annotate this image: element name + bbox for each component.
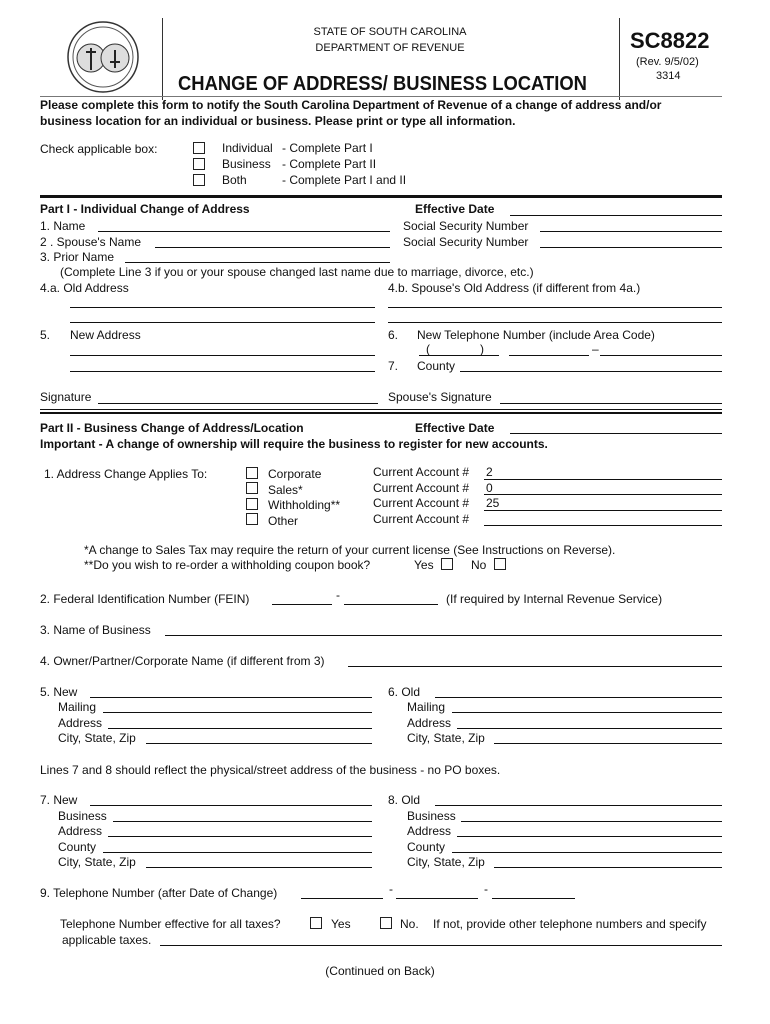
account-value[interactable]: 25 xyxy=(486,496,500,510)
divider xyxy=(40,195,722,198)
ssn-field[interactable] xyxy=(540,231,722,232)
if-not-note: If not, provide other telephone numbers and specify xyxy=(433,917,707,931)
old-address-field[interactable] xyxy=(457,836,722,837)
business-name-field[interactable] xyxy=(165,635,722,636)
old-address-field[interactable] xyxy=(457,728,722,729)
intro-text: Please complete this form to notify the South Carolina Department of Revenue of a change of address and/or xyxy=(40,98,662,112)
effective-date-label: Effective Date xyxy=(415,202,495,216)
part2-heading: Part II - Business Change of Address/Location xyxy=(40,421,304,435)
new-county-field[interactable] xyxy=(103,852,372,853)
item-label: 7. New xyxy=(40,793,78,807)
new-phone-label: New Telephone Number (include Area Code) xyxy=(417,328,655,342)
physical-address-note: Lines 7 and 8 should reflect the physical/street address of the business - no PO boxes. xyxy=(40,763,501,777)
applicable-taxes-field[interactable] xyxy=(160,945,722,946)
spouse-old-address-field[interactable] xyxy=(388,322,722,323)
option-desc: - Complete Part I xyxy=(282,141,373,155)
phone-area-field[interactable] xyxy=(301,898,383,899)
account-value[interactable]: 2 xyxy=(486,465,493,479)
corporate-checkbox[interactable] xyxy=(246,467,258,479)
phone-prefix-field[interactable] xyxy=(396,898,478,899)
option-label: Individual xyxy=(222,141,273,155)
account-field[interactable] xyxy=(484,510,722,511)
old-business-field[interactable] xyxy=(461,821,722,822)
county-label: County xyxy=(417,359,456,373)
coupon-no-checkbox[interactable] xyxy=(494,558,506,570)
item-label: 5. New xyxy=(40,685,78,699)
spouse-ssn-label: Social Security Number xyxy=(403,235,529,249)
no-label: No xyxy=(471,558,487,572)
new-business-field[interactable] xyxy=(113,821,372,822)
phone-label: 9. Telephone Number (after Date of Change) xyxy=(40,886,278,900)
phone-all-taxes-question: Telephone Number effective for all taxes? xyxy=(60,917,281,931)
mailing-label: Mailing xyxy=(58,700,97,714)
signature-field[interactable] xyxy=(98,403,378,404)
phone-no-checkbox[interactable] xyxy=(380,917,392,929)
new-address-field[interactable] xyxy=(108,836,372,837)
department-name: DEPARTMENT OF REVENUE xyxy=(315,42,465,54)
account-field[interactable] xyxy=(484,525,722,526)
city-state-zip-label: City, State, Zip xyxy=(407,731,485,745)
account-field[interactable] xyxy=(484,479,722,480)
old-city-field[interactable] xyxy=(494,743,722,744)
sales-checkbox[interactable] xyxy=(246,482,258,494)
fein-field-2[interactable] xyxy=(344,604,438,605)
revision: (Rev. 9/5/02) xyxy=(636,56,699,68)
new-city-field[interactable] xyxy=(146,743,372,744)
important-note: Important - A change of ownership will require the business to register for new accounts. xyxy=(40,437,548,451)
paren: ( xyxy=(426,342,430,356)
city-state-zip-label: City, State, Zip xyxy=(58,731,136,745)
yes-label: Yes xyxy=(414,558,434,572)
coupon-yes-checkbox[interactable] xyxy=(441,558,453,570)
spouse-old-address-label: 4.b. Spouse's Old Address (if different from 4a.) xyxy=(388,281,641,295)
city-state-zip-label: City, State, Zip xyxy=(58,855,136,869)
ssn-label: Social Security Number xyxy=(403,219,529,233)
new-business-field[interactable] xyxy=(90,805,372,806)
fein-label: 2. Federal Identification Number (FEIN) xyxy=(40,592,250,606)
effective-date-label: Effective Date xyxy=(415,421,495,435)
new-city-field[interactable] xyxy=(146,867,372,868)
old-business-field[interactable] xyxy=(435,805,722,806)
withholding-checkbox[interactable] xyxy=(246,498,258,510)
account-label: Current Account # xyxy=(373,496,470,510)
dash: - xyxy=(336,588,340,602)
type-label: Withholding** xyxy=(268,498,341,512)
form-code: 3314 xyxy=(656,70,681,82)
account-label: Current Account # xyxy=(373,481,470,495)
item-number: 5. xyxy=(40,328,51,342)
owner-field[interactable] xyxy=(348,666,722,667)
item-label: 8. Old xyxy=(388,793,421,807)
dash: - xyxy=(389,882,393,896)
coupon-book-question: **Do you wish to re-order a withholding coupon book? xyxy=(84,558,371,572)
account-label: Current Account # xyxy=(373,465,470,479)
old-address-label: 4.a. Old Address xyxy=(40,281,129,295)
name-field[interactable] xyxy=(98,231,390,232)
individual-checkbox[interactable] xyxy=(193,142,205,154)
new-mailing-field[interactable] xyxy=(90,697,372,698)
new-mailing-field[interactable] xyxy=(103,712,372,713)
fein-field-1[interactable] xyxy=(272,604,332,605)
city-state-zip-label: City, State, Zip xyxy=(407,855,485,869)
phone-yes-checkbox[interactable] xyxy=(310,917,322,929)
phone-prefix-field[interactable] xyxy=(509,355,589,356)
continued-note: (Continued on Back) xyxy=(325,964,435,978)
intro-text: business location for an individual or business. Please print or type all information. xyxy=(40,114,516,128)
divider xyxy=(619,18,620,100)
fein-note: (If required by Internal Revenue Service) xyxy=(446,592,663,606)
item-label: 6. Old xyxy=(388,685,421,699)
state-seal-icon xyxy=(66,20,140,94)
new-address-label: New Address xyxy=(70,328,141,342)
dash: - xyxy=(484,882,488,896)
old-county-field[interactable] xyxy=(452,852,722,853)
option-desc: - Complete Part I and II xyxy=(282,173,407,187)
spouse-signature-field[interactable] xyxy=(500,403,722,404)
option-label: Business xyxy=(222,157,271,171)
phone-line-field[interactable] xyxy=(600,355,722,356)
old-mailing-field[interactable] xyxy=(435,697,722,698)
divider xyxy=(40,412,722,414)
old-address-field[interactable] xyxy=(70,322,375,323)
mailing-label: Mailing xyxy=(407,700,446,714)
check-label: Check applicable box: xyxy=(40,142,158,156)
address-label: Address xyxy=(58,824,103,838)
type-label: Other xyxy=(268,514,299,528)
address-label: Address xyxy=(407,824,452,838)
effective-date-field[interactable] xyxy=(510,215,722,216)
business-label: Business xyxy=(407,809,456,823)
effective-date-field[interactable] xyxy=(510,433,722,434)
spouse-name-field[interactable] xyxy=(155,247,390,248)
part1-heading: Part I - Individual Change of Address xyxy=(40,202,250,216)
old-address-field[interactable] xyxy=(70,307,375,308)
sales-tax-note: *A change to Sales Tax may require the return of your current license (See Instructions on Reverse). xyxy=(84,543,616,557)
paren: ) xyxy=(480,342,484,356)
county-label: County xyxy=(58,840,97,854)
both-checkbox[interactable] xyxy=(193,174,205,186)
no-label: No. xyxy=(400,917,419,931)
type-label: Corporate xyxy=(268,467,322,481)
new-address-field[interactable] xyxy=(70,355,375,356)
option-label: Both xyxy=(222,173,247,187)
address-label: Address xyxy=(407,716,452,730)
item-number: 7. xyxy=(388,359,399,373)
business-name-label: 3. Name of Business xyxy=(40,623,151,637)
account-label: Current Account # xyxy=(373,512,470,526)
divider xyxy=(40,409,722,410)
type-label: Sales* xyxy=(268,483,303,497)
divider xyxy=(40,96,722,97)
yes-label: Yes xyxy=(331,917,351,931)
old-mailing-field[interactable] xyxy=(452,712,722,713)
account-value[interactable]: 0 xyxy=(486,481,493,495)
prior-name-label: 3. Prior Name xyxy=(40,250,115,264)
dash: – xyxy=(592,342,599,356)
owner-label: 4. Owner/Partner/Corporate Name (if different from 3) xyxy=(40,654,325,668)
divider xyxy=(162,18,163,100)
account-field[interactable] xyxy=(484,494,722,495)
state-name: STATE OF SOUTH CAROLINA xyxy=(313,26,467,38)
spouse-old-address-field[interactable] xyxy=(388,307,722,308)
address-label: Address xyxy=(58,716,103,730)
county-label: County xyxy=(407,840,446,854)
form-title: CHANGE OF ADDRESS/ BUSINESS LOCATION xyxy=(178,73,587,95)
business-label: Business xyxy=(58,809,107,823)
new-address-field[interactable] xyxy=(108,728,372,729)
area-code-field[interactable] xyxy=(419,355,499,356)
other-checkbox[interactable] xyxy=(246,513,258,525)
spouse-name-label: 2 . Spouse's Name xyxy=(40,235,142,249)
county-field[interactable] xyxy=(460,371,722,372)
phone-line-field[interactable] xyxy=(492,898,575,899)
name-label: 1. Name xyxy=(40,219,86,233)
applies-label: 1. Address Change Applies To: xyxy=(44,467,208,481)
business-checkbox[interactable] xyxy=(193,158,205,170)
option-desc: - Complete Part II xyxy=(282,157,377,171)
prior-name-field[interactable] xyxy=(125,262,390,263)
item-number: 6. xyxy=(388,328,399,342)
old-city-field[interactable] xyxy=(494,867,722,868)
form-number: SC8822 xyxy=(630,28,710,53)
spouse-ssn-field[interactable] xyxy=(540,247,722,248)
applicable-taxes-label: applicable taxes. xyxy=(62,933,152,947)
spouse-signature-label: Spouse's Signature xyxy=(388,390,492,404)
prior-name-note: (Complete Line 3 if you or your spouse changed last name due to marriage, divorce, etc.) xyxy=(60,265,534,279)
signature-label: Signature xyxy=(40,390,92,404)
new-address-field[interactable] xyxy=(70,371,375,372)
